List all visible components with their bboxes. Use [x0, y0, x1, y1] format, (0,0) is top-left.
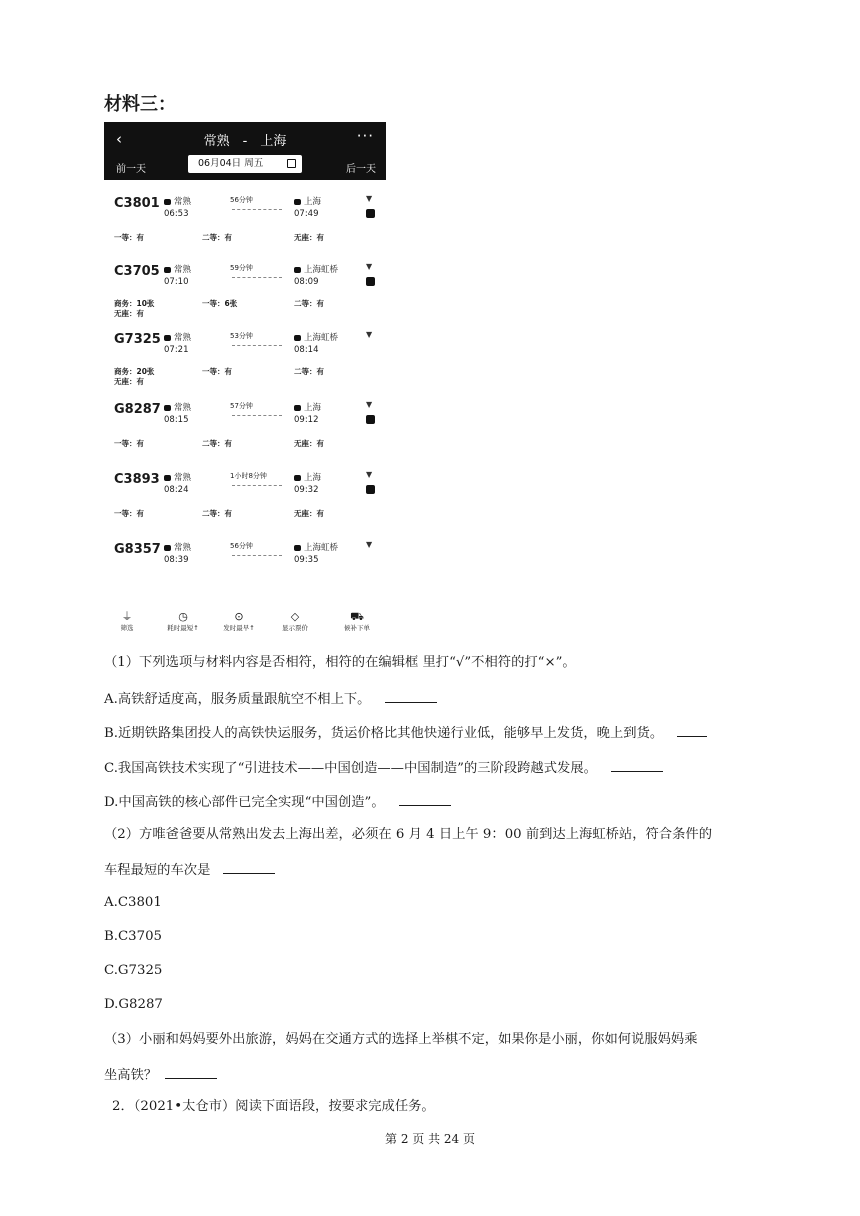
station-marker-icon	[294, 545, 301, 551]
date-label: 06月04日 周五	[198, 158, 264, 169]
seat-availability: 无座：有	[114, 377, 144, 386]
toolbar-label: 耗时最短↑	[167, 624, 199, 632]
toolbar-item-clock[interactable]	[160, 610, 206, 632]
fuxing-badge-icon	[366, 485, 375, 494]
arrival-time: 09:32	[294, 485, 319, 495]
train-row[interactable]	[104, 398, 386, 467]
q1-b-answer-blank[interactable]	[677, 723, 707, 737]
app-header	[104, 122, 386, 180]
duration-line	[232, 555, 282, 556]
duration-line	[232, 209, 282, 210]
train-row[interactable]	[104, 468, 386, 537]
arrival-station-name: 上海虹桥	[304, 333, 339, 343]
bottom-toolbar	[104, 610, 386, 638]
clock-icon: ◷	[178, 610, 188, 623]
duration-line	[232, 345, 282, 346]
departure-station-name: 常熟	[174, 197, 192, 207]
expand-caret-icon[interactable]: ▼	[366, 540, 373, 549]
station-marker-icon	[164, 335, 171, 341]
seat-availability: 二等：有	[294, 367, 324, 376]
station-marker-icon	[294, 405, 301, 411]
seat-availability: 二等：有	[202, 233, 232, 242]
route-title: 常熟 - 上海	[203, 134, 287, 149]
expand-caret-icon[interactable]: ▼	[366, 400, 373, 409]
departure-station	[164, 541, 191, 553]
seat-availability: 一等：有	[114, 233, 144, 242]
station-marker-icon	[294, 199, 301, 205]
departure-station-name: 常熟	[174, 473, 192, 483]
seat-availability: 一等：有	[202, 367, 232, 376]
q1-a-answer-blank[interactable]	[385, 689, 437, 703]
departure-time: 08:24	[164, 485, 189, 495]
train-app-screenshot	[104, 122, 386, 638]
q2-line2-text: 车程最短的车次是	[104, 863, 211, 878]
q2-option-a: A.C3801	[104, 895, 162, 910]
train-row[interactable]	[104, 192, 386, 261]
arrival-station	[294, 263, 338, 275]
arrival-time: 09:35	[294, 555, 319, 565]
trip-duration: 53分钟	[230, 332, 253, 340]
toolbar-item-cart[interactable]	[334, 610, 380, 632]
trip-duration: 57分钟	[230, 402, 253, 410]
seat-availability: 无座：有	[294, 509, 324, 518]
more-icon[interactable]: ···	[356, 127, 374, 145]
toolbar-item-departure[interactable]	[216, 610, 262, 632]
arrival-station	[294, 195, 321, 207]
q1-c-answer-blank[interactable]	[611, 758, 663, 772]
q2-option-d: D.G8287	[104, 997, 163, 1012]
expand-caret-icon[interactable]: ▼	[366, 330, 373, 339]
arrival-station	[294, 401, 321, 413]
arrival-station	[294, 541, 338, 553]
departure-station-name: 常熟	[174, 543, 192, 553]
arrival-station-name: 上海	[304, 473, 322, 483]
seat-availability: 商务：20张	[114, 367, 155, 376]
seat-availability: 无座：有	[294, 439, 324, 448]
arrival-station-name: 上海虹桥	[304, 265, 339, 275]
toolbar-label: 候补下单	[344, 624, 370, 632]
back-icon[interactable]: ‹	[116, 130, 122, 148]
train-code: G7325	[114, 332, 161, 347]
q1-option-c	[104, 758, 663, 778]
seat-availability: 无座：有	[294, 233, 324, 242]
seat-availability: 一等：有	[114, 509, 144, 518]
train-row[interactable]	[104, 328, 386, 397]
q2-line2	[104, 860, 275, 880]
arrival-station-name: 上海	[304, 403, 322, 413]
train-row[interactable]	[104, 260, 386, 329]
q3-answer-blank[interactable]	[165, 1065, 217, 1079]
seat-availability: 二等：有	[294, 299, 324, 308]
q3-line2-text: 坐高铁？	[104, 1068, 158, 1083]
q1-d-answer-blank[interactable]	[399, 792, 451, 806]
prev-day-button[interactable]: 前一天	[116, 164, 146, 175]
train-code: G8287	[114, 402, 161, 417]
seat-availability: 一等：有	[114, 439, 144, 448]
toolbar-label: 筛选	[120, 624, 134, 632]
station-marker-icon	[164, 405, 171, 411]
fuxing-badge-icon	[366, 415, 375, 424]
q1-option-a-text: A.高铁舒适度高，服务质量跟航空不相上下。	[104, 692, 371, 707]
station-marker-icon	[294, 475, 301, 481]
trip-duration: 59分钟	[230, 264, 253, 272]
q1-option-d	[104, 792, 451, 812]
duration-line	[232, 277, 282, 278]
arrival-station-name: 上海	[304, 197, 322, 207]
station-marker-icon	[164, 475, 171, 481]
arrival-time: 09:12	[294, 415, 319, 425]
q1-option-c-text: C.我国高铁技术实现了“引进技术——中国创造——中国制造”的三阶段跨越式发展。	[104, 761, 597, 776]
station-marker-icon	[294, 335, 301, 341]
toolbar-item-tag[interactable]	[272, 610, 318, 632]
departure-station	[164, 401, 191, 413]
duration-line	[232, 485, 282, 486]
departure-station	[164, 331, 191, 343]
toolbar-label: 发时最早↑	[223, 624, 255, 632]
train-row[interactable]	[104, 538, 386, 607]
arrival-station-name: 上海虹桥	[304, 543, 339, 553]
q2-option-b: B.C3705	[104, 929, 163, 944]
trip-duration: 56分钟	[230, 196, 253, 204]
next-item-heading: 2．（2021•太仓市）阅读下面语段，按要求完成任务。	[112, 1099, 435, 1114]
station-marker-icon	[294, 267, 301, 273]
train-code: C3801	[114, 196, 160, 211]
station-marker-icon	[164, 545, 171, 551]
q1-option-a	[104, 689, 437, 709]
departure-station	[164, 263, 191, 275]
calendar-icon	[287, 159, 296, 168]
fuxing-badge-icon	[366, 277, 375, 286]
departure-station	[164, 471, 191, 483]
departure-time: 08:15	[164, 415, 189, 425]
filter-icon: ⏚	[121, 610, 133, 623]
date-picker[interactable]	[188, 155, 302, 173]
arrival-station	[294, 331, 338, 343]
departure-time: 07:21	[164, 345, 189, 355]
seat-availability: 一等：6张	[202, 299, 238, 308]
arrival-time: 07:49	[294, 209, 319, 219]
departure-time: 07:10	[164, 277, 189, 287]
q3-line1: （3）小丽和妈妈要外出旅游，妈妈在交通方式的选择上举棋不定，如果你是小丽，你如何说服妈妈乘	[104, 1032, 698, 1047]
departure-station-name: 常熟	[174, 403, 192, 413]
toolbar-label: 显示票价	[282, 624, 308, 632]
q1-option-d-text: D.中国高铁的核心部件已完全实现“中国创造”。	[104, 795, 385, 810]
trip-duration: 56分钟	[230, 542, 253, 550]
departure-time: 06:53	[164, 209, 189, 219]
trip-duration: 1小时8分钟	[230, 472, 267, 480]
toolbar-item-filter[interactable]	[104, 610, 150, 632]
seat-availability: 二等：有	[202, 509, 232, 518]
q2-line1: （2）方唯爸爸要从常熟出发去上海出差，必须在 6 月 4 日上午 9：00 前到达上海虹桥站，符合条件的	[104, 827, 712, 842]
seat-availability: 商务：10张	[114, 299, 155, 308]
q2-option-c: C.G7325	[104, 963, 163, 978]
duration-line	[232, 415, 282, 416]
fuxing-badge-icon	[366, 209, 375, 218]
tag-icon: ◇	[290, 610, 300, 623]
seat-availability: 无座：有	[114, 309, 144, 318]
train-code: C3893	[114, 472, 160, 487]
expand-caret-icon[interactable]: ▼	[366, 194, 373, 203]
departure-icon: ⊙	[234, 610, 244, 623]
material-title: 材料三：	[104, 94, 176, 115]
arrival-time: 08:09	[294, 277, 319, 287]
arrival-station	[294, 471, 321, 483]
station-marker-icon	[164, 267, 171, 273]
departure-station-name: 常熟	[174, 265, 192, 275]
train-code: C3705	[114, 264, 160, 279]
departure-time: 08:39	[164, 555, 189, 565]
page-footer: 第 2 页 共 24 页	[385, 1132, 475, 1146]
next-day-button[interactable]: 后一天	[346, 164, 376, 175]
expand-caret-icon[interactable]: ▼	[366, 262, 373, 271]
q1-option-b-text: B.近期铁路集团投人的高铁快运服务，货运价格比其他快递行业低，能够早上发货，晚上到货。	[104, 726, 664, 741]
train-code: G8357	[114, 542, 161, 557]
departure-station	[164, 195, 191, 207]
q2-answer-blank[interactable]	[223, 860, 275, 874]
station-marker-icon	[164, 199, 171, 205]
expand-caret-icon[interactable]: ▼	[366, 470, 373, 479]
seat-availability: 二等：有	[202, 439, 232, 448]
q1-prompt: （1）下列选项与材料内容是否相符，相符的在编辑框 里打“√”不相符的打“×”。	[104, 655, 576, 670]
arrival-time: 08:14	[294, 345, 319, 355]
q3-line2	[104, 1065, 217, 1085]
cart-icon: ⛟	[350, 610, 364, 623]
departure-station-name: 常熟	[174, 333, 192, 343]
q1-option-b	[104, 723, 707, 743]
